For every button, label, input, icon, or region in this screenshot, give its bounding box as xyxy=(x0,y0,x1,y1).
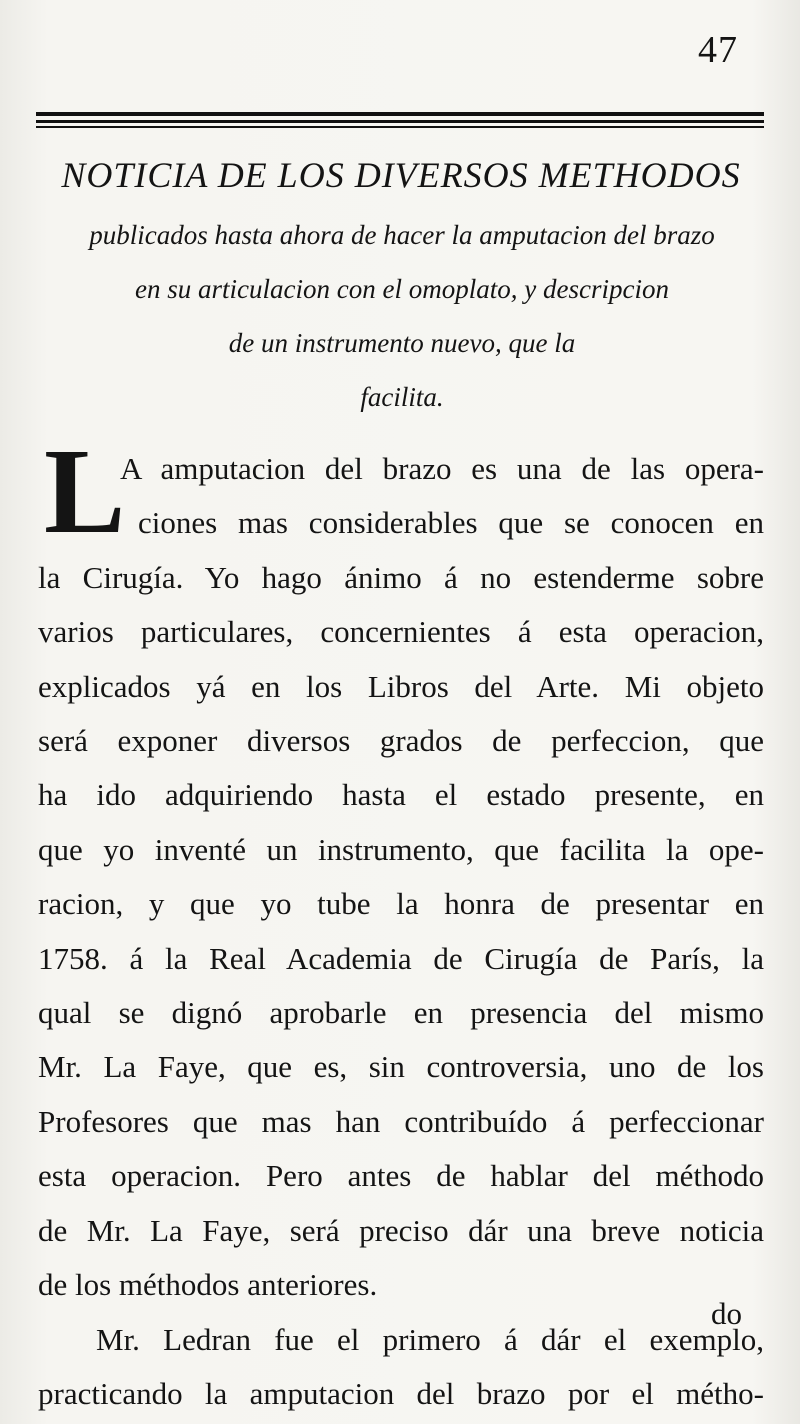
header-rule-middle xyxy=(36,120,764,123)
body-line: 1758. á la Real Academia de Cirugía de París, la xyxy=(38,940,764,976)
body-line: ciones mas considerables que se conocen en xyxy=(138,505,764,541)
body-line: varios particulares, concernientes á esta operacion, xyxy=(38,614,764,650)
header-rule-thick xyxy=(36,112,764,116)
catchword: do xyxy=(711,1296,742,1331)
body-line: qual se dignó aprobarle en presencia del mismo xyxy=(38,995,764,1031)
subheading-line: publicados hasta ahora de hacer la amputacion del brazo xyxy=(89,220,715,250)
body-line: racion, y que yo tube la honra de presentar en xyxy=(38,886,764,922)
body-line: Mr. La Faye, que es, sin controversia, uno de los xyxy=(38,1049,764,1085)
body-line: que yo inventé un instrumento, que facilita la ope- xyxy=(38,831,764,867)
body-line: de los méthodos anteriores. xyxy=(38,1267,378,1303)
body-line: Mr. Ledran fue el primero á dár el exemplo, xyxy=(96,1321,764,1357)
drop-cap: L xyxy=(44,424,126,559)
subheading-line: de un instrumento nuevo, que la xyxy=(228,328,576,358)
body-line: la Cirugía. Yo hago ánimo á no estenderme sobre xyxy=(38,559,764,595)
chapter-heading: NOTICIA DE LOS DIVERSOS METHODOS xyxy=(61,155,741,195)
page-number: 47 xyxy=(698,29,738,71)
body-text xyxy=(38,424,764,1421)
subheading-line: facilita. xyxy=(360,382,444,412)
body-line: ha ido adquiriendo hasta el estado presente, en xyxy=(38,777,764,813)
body-line: practicando la amputacion del brazo por el métho- xyxy=(38,1375,764,1411)
body-line: A amputacion del brazo es una de las opera- xyxy=(120,451,764,486)
body-line: será exponer diversos grados de perfeccion, que xyxy=(38,723,764,759)
body-line: esta operacion. Pero antes de hablar del méthodo xyxy=(38,1158,764,1194)
body-line: Profesores que mas han contribuído á perfeccionar xyxy=(38,1103,764,1139)
chapter-subheading xyxy=(40,208,764,424)
body-line: explicados yá en los Libros del Arte. Mi objeto xyxy=(38,668,764,704)
body-line: de Mr. La Faye, será preciso dár una breve noticia xyxy=(38,1212,764,1248)
subheading-line: en su articulacion con el omoplato, y descripcion xyxy=(135,274,669,304)
header-rule-thin xyxy=(36,126,764,128)
